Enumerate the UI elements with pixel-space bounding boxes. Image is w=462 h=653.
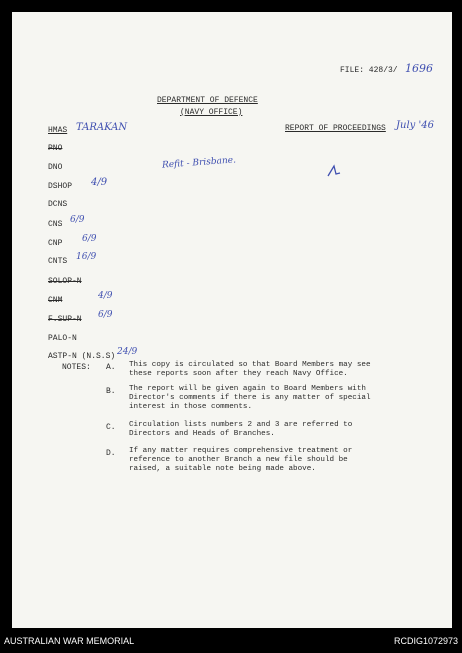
circulation-item: DCNS (48, 200, 68, 209)
note-text: Circulation lists numbers 2 and 3 are referred to Directors and Heads of Branches. (129, 421, 353, 438)
ship-name-handwritten: TARAKAN (76, 122, 128, 133)
ship-label: HMAS (48, 126, 68, 135)
note-letter: B. (106, 387, 116, 396)
circulation-date-handwritten: 4/9 (91, 177, 108, 188)
initials-mark (324, 164, 344, 178)
note-text: If any matter requires comprehensive treatment or reference to another Branch a new file should be raised, a suitable note being made above. (129, 447, 353, 473)
note-text: The report will be given again to Board Members with Director's comments if there is any matter of special interest in those comments. (129, 385, 371, 411)
circulation-date-handwritten: 6/9 (82, 234, 97, 244)
footer-record-id: RCDIG1072973 (393, 636, 458, 646)
circulation-item: DNO (48, 163, 63, 172)
office-heading: (NAVY OFFICE) (180, 108, 243, 117)
circulation-item: CNM (48, 296, 63, 305)
circulation-date-handwritten: 4/9 (98, 291, 113, 301)
footer-source: AUSTRALIAN WAR MEMORIAL (4, 636, 135, 646)
note-letter: A. (106, 363, 116, 372)
circulation-item: DSHOP (48, 182, 73, 191)
file-label: FILE: 428/3/ (340, 66, 398, 75)
circulation-item: PALO-N (48, 334, 77, 343)
circulation-date-handwritten: 24/9 (117, 347, 138, 357)
circulation-date-handwritten: 16/9 (76, 252, 97, 262)
circulation-item: CNTS (48, 257, 68, 266)
notes-title: NOTES: (62, 363, 91, 372)
circulation-date-handwritten: 6/9 (70, 215, 85, 225)
note-letter: C. (106, 423, 116, 432)
circulation-item: PNO (48, 144, 63, 153)
circulation-item: CNS (48, 220, 63, 229)
circulation-item: ASTP-N (N.S.S) (48, 352, 116, 361)
report-date-handwritten: July '46 (396, 120, 434, 131)
circulation-item: F.SUP-N (48, 315, 82, 324)
circulation-item: CNP (48, 239, 63, 248)
document-page (12, 12, 452, 628)
circulation-date-handwritten: 6/9 (98, 310, 113, 320)
circulation-item: SOLOP-N (48, 277, 82, 286)
file-number-handwritten: 1696 (405, 62, 433, 75)
department-heading: DEPARTMENT OF DEFENCE (157, 96, 258, 105)
note-text: This copy is circulated so that Board Members may see these reports soon after they reach Navy Office. (129, 361, 371, 378)
refit-note-handwritten: Refit - Brisbane. (161, 155, 237, 171)
note-letter: D. (106, 449, 116, 458)
report-of-proceedings-label: REPORT OF PROCEEDINGS (285, 124, 386, 133)
